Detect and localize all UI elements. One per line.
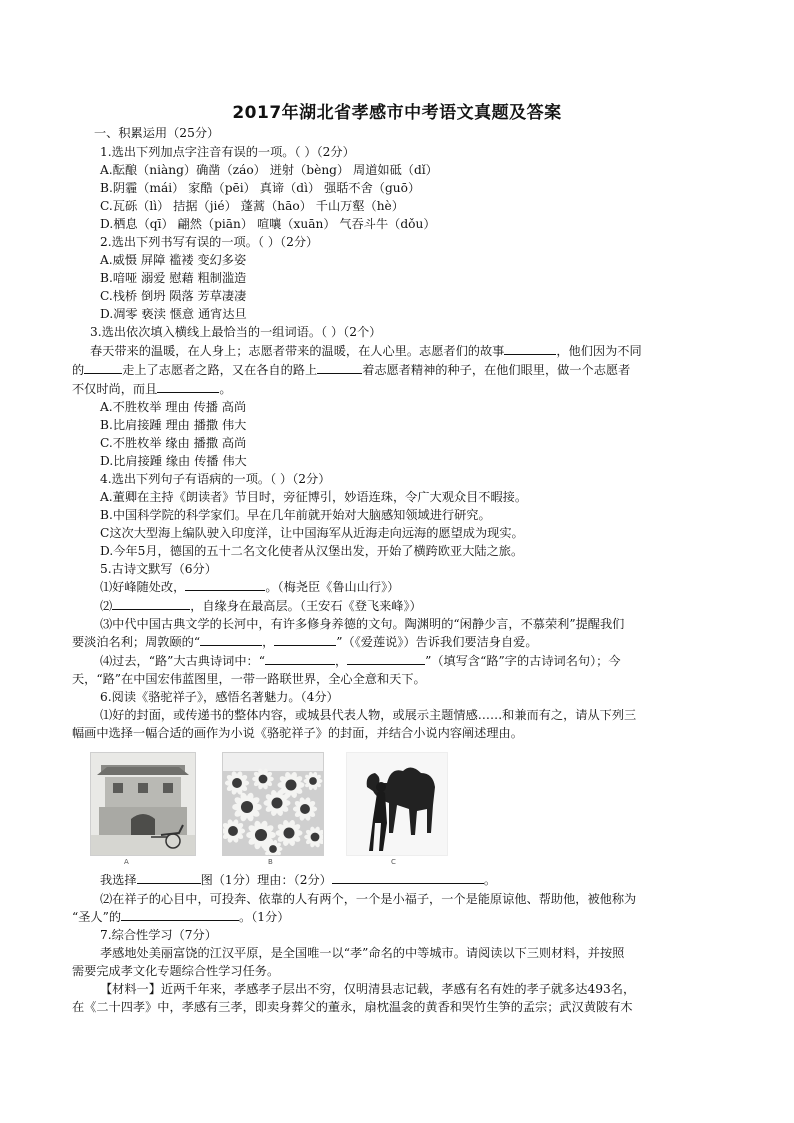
question-7-material-1: 【材料一】近两千年来，孝感孝子层出不穷，仅明清县志记载，孝感有名有姓的孝子就多达493名，	[100, 982, 636, 996]
question-5-line-3: ⑶中代中国古典文学的长河中，有许多修身养德的文句。陶渊明的“闲静少言，不慕荣利”提醒我们	[100, 617, 625, 631]
blank	[265, 652, 335, 665]
question-7-material-1-cont: 在《二十四孝》中，孝感有三孝，即卖身葬父的董永，扇枕温衾的黄香和哭竹生笋的孟宗；武汉黄陂有木	[72, 1000, 633, 1014]
blank	[332, 871, 484, 884]
cover-option-a-caption: A	[124, 858, 129, 866]
question-3-stem: 3.选出依次填入横线上最恰当的一组词语。（ ）（2个）	[90, 325, 382, 339]
question-3-option-a: A.不胜枚举 理由 传播 高尚	[100, 400, 247, 414]
question-1-option-b: B.阴霾（mái） 家酷（pēi） 真谛（dì） 强聒不舍（guō）	[100, 181, 421, 195]
question-2-option-c: C.栈桥 倒坍 陨落 芳草凄凄	[100, 289, 247, 303]
question-1-stem: 1.选出下列加点字注音有误的一项。（ ）（2分）	[100, 145, 355, 159]
section-heading: 一、积累运用（25分）	[94, 126, 220, 140]
cover-option-b-caption: B	[268, 858, 273, 866]
blank	[84, 361, 122, 374]
question-5-line-2: ⑵ ，自缘身在最高层。（王安石《登飞来峰》）	[100, 599, 422, 613]
cover-option-c-caption: C	[391, 858, 396, 866]
question-5-line-4-cont: 天，“路”在中国宏伟蓝图里，一带一路联世界，全心全意和天下。	[72, 672, 426, 686]
blank	[157, 380, 219, 393]
blank	[137, 871, 201, 884]
blank	[112, 597, 190, 610]
question-5-stem: 5.古诗文默写（6分）	[100, 562, 217, 576]
question-2-option-d: D.凋零 亵渎 惬意 通宵达旦	[100, 307, 247, 321]
question-6-line-2: 幅画中选择一幅合适的画作为小说《骆驼祥子》的封面，并结合小说内容阐述理由。	[72, 726, 523, 740]
blank	[317, 361, 362, 374]
cover-option-a-image	[90, 752, 196, 856]
question-4-stem: 4.选出下列句子有语病的一项。（ ）（2分）	[100, 472, 331, 486]
question-2-stem: 2.选出下列书写有误的一项。（ ）（2分）	[100, 235, 319, 249]
question-5-line-1: ⑴好峰随处改， 。（梅尧臣《鲁山山行》）	[100, 580, 400, 594]
question-2-option-a: A.威慑 屏障 褴褛 变幻多姿	[100, 253, 247, 267]
question-5-line-3-cont: 要淡泊名利；周敦颐的“ ， ”（《爱莲说》）告诉我们要洁身自爱。	[72, 635, 538, 649]
blank	[185, 578, 265, 591]
question-7-line-2: 需要完成孝文化专题综合性学习任务。	[72, 964, 280, 978]
question-3-passage-line-3: 不仅时尚，而且 。	[72, 382, 232, 396]
question-6-line-3: ⑵在祥子的心目中，可投奔、依靠的人有两个，一个是小福子，一个是能原谅他、帮助他，被他称为	[100, 892, 637, 906]
question-4-option-a: A.董卿在主持《朗读者》节目时，旁征博引，妙语连珠，令广大观众目不暇接。	[100, 490, 528, 504]
blank	[200, 633, 262, 646]
question-3-passage-line-2: 的 走上了志愿者之路，又在各自的路上 着志愿者精神的种子，在他们眼里，做一个志愿者	[72, 363, 631, 377]
blank	[274, 633, 336, 646]
question-3-option-d: D.比肩接踵 缘由 传播 伟大	[100, 454, 247, 468]
question-3-option-c: C.不胜枚举 缘由 播撒 高尚	[100, 436, 247, 450]
question-6-line-1: ⑴好的封面，或传递书的整体内容，或城县代表人物，或展示主题情感……和兼而有之，请从下列三	[100, 708, 637, 722]
question-6-line-4: “圣人”的 。（1分）	[72, 910, 290, 924]
question-4-option-d: D.今年5月，德国的五十二名文化使者从汉堡出发，开始了横跨欧亚大陆之旅。	[100, 544, 524, 558]
question-5-line-4: ⑷过去，“路”大古典诗词中：“ ， ”（填写含“路”字的古诗词名句）；今	[100, 654, 621, 668]
page-title: 2017年湖北省孝感市中考语文真题及答案	[232, 103, 562, 123]
question-3-passage-line-1: 春天带来的温暖，在人身上；志愿者带来的温暖，在人心里。志愿者们的故事 ，他们因为不同	[90, 344, 642, 358]
cover-option-c-image	[346, 752, 448, 856]
question-7-line-1: 孝感地处美丽富饶的江汉平原，是全国唯一以“孝”命名的中等城市。请阅读以下三则材料，并按照	[100, 946, 625, 960]
blank	[347, 652, 425, 665]
question-1-option-c: C.瓦砾（lì） 拮据（jié） 蓬蒿（hāo） 千山万壑（hè）	[100, 199, 404, 213]
question-7-stem: 7.综合性学习（7分）	[100, 928, 217, 942]
cover-option-b-image	[222, 752, 324, 856]
question-4-option-c: C这次大型海上编队驶入印度洋，让中国海军从近海走向远海的愿望成为现实。	[100, 526, 524, 540]
question-6-choice-line: 我选择 图（1分）理由：（2分） 。	[100, 873, 497, 887]
blank	[504, 342, 556, 355]
blank	[121, 908, 239, 921]
question-3-option-b: B.比肩接踵 理由 播撒 伟大	[100, 418, 247, 432]
question-6-stem: 6.阅读《骆驼祥子》，感悟名著魅力。（4分）	[100, 690, 339, 704]
question-2-option-b: B.喑哑 溺爱 慰藉 粗制滥造	[100, 271, 247, 285]
question-1-option-a: A.酝酿（niàng）确凿（záo） 迸射（bèng） 周道如砥（dǐ）	[100, 163, 438, 177]
question-1-option-d: D.栖息（qī） 翩然（piān） 喧嚷（xuān） 气吞斗牛（dǒu）	[100, 217, 436, 231]
question-4-option-b: B.中国科学院的科学家们。早在几年前就开始对大脑感知领域进行研究。	[100, 508, 491, 522]
